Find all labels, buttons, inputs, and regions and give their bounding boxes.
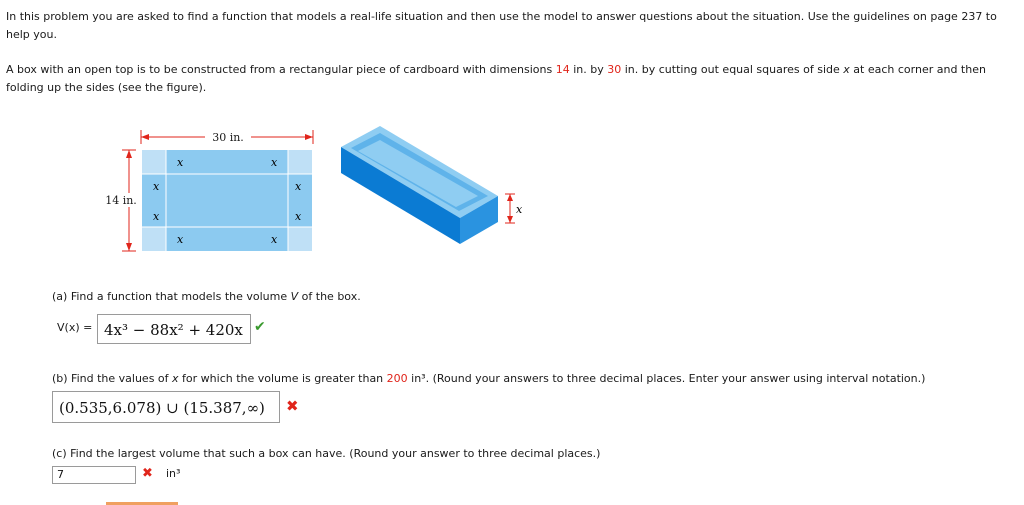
part-a-var: V (290, 290, 299, 303)
part-a-prefix: V(x) = (57, 321, 93, 334)
problem-var-x: x (843, 63, 850, 76)
box-height-arrow-bottom (507, 216, 513, 223)
box-height-arrow-top (507, 194, 513, 201)
corner-square-tr (288, 150, 312, 174)
part-b-value: 200 (386, 372, 408, 385)
problem-text-4: at each corner and then folding up the sides (see the figure). (6, 63, 986, 94)
part-a-question (52, 290, 361, 303)
intro-text: In this problem you are asked to find a function that models a real-life situation and then use the model to answer questions about the situation. Use the guidelines on page 237 to help you. (6, 10, 997, 41)
height-arrow-bottom (126, 243, 132, 251)
part-b-text-1: (b) Find the values of (52, 372, 173, 385)
x-label-right-lower: x (295, 210, 302, 223)
part-c-unit: in³ (166, 467, 181, 480)
x-label-left-upper: x (153, 180, 160, 193)
part-a-answer-field[interactable]: 4x³ − 88x² + 420x (97, 314, 251, 344)
width-label: 30 in. (212, 131, 244, 144)
part-b-unit: in³ (407, 372, 426, 385)
dimension-30: 30 (607, 63, 622, 76)
x-label-left-lower: x (153, 210, 160, 223)
part-b-answer-field[interactable]: (0.535,6.078) ∪ (15.387,∞) (52, 391, 280, 423)
corner-square-tl (142, 150, 166, 174)
x-label-bottom-left: x (177, 233, 184, 246)
part-a-text-1: (a) Find a function that models the volume (52, 290, 291, 303)
sheet-middle-band (142, 174, 312, 227)
box-x-label: x (516, 203, 523, 216)
x-label-top-right: x (271, 156, 278, 169)
dimension-14: 14 (555, 63, 570, 76)
x-label-right-upper: x (295, 180, 302, 193)
corner-square-bl (142, 227, 166, 251)
box-figure (338, 122, 528, 252)
width-arrow-left (141, 134, 149, 140)
problem-text-1: A box with an open top is to be constructed from a rectangular piece of cardboard with dimensions (6, 63, 556, 76)
problem-text-2: in. by (569, 63, 608, 76)
x-label-bottom-right: x (271, 233, 278, 246)
part-b-text-3: . (Round your answers to three decimal places. Enter your answer using interval notation.) (425, 372, 926, 385)
problem-text-3: in. by cutting out equal squares of side (621, 63, 844, 76)
height-arrow-top (126, 150, 132, 158)
x-label-top-left: x (177, 156, 184, 169)
incorrect-x-icon-b: ✖ (286, 397, 299, 415)
correct-check-icon: ✔ (254, 319, 266, 335)
cardboard-diagram (95, 120, 325, 260)
incorrect-x-icon-c: ✖ (142, 466, 153, 481)
cardboard-figure (95, 120, 325, 260)
box-diagram (338, 122, 528, 252)
part-b-question (52, 372, 925, 385)
part-a-text-2: of the box. (298, 290, 361, 303)
part-b-text-2: for which the volume is greater than (178, 372, 387, 385)
part-c-question: (c) Find the largest volume that such a box can have. (Round your answer to three decimal places.) (52, 447, 601, 460)
width-arrow-right (305, 134, 313, 140)
problem-statement (6, 61, 1011, 97)
corner-square-br (288, 227, 312, 251)
height-label: 14 in. (105, 194, 137, 207)
part-c-answer-input[interactable]: 7 (52, 466, 136, 484)
part-b-var: x (172, 372, 179, 385)
